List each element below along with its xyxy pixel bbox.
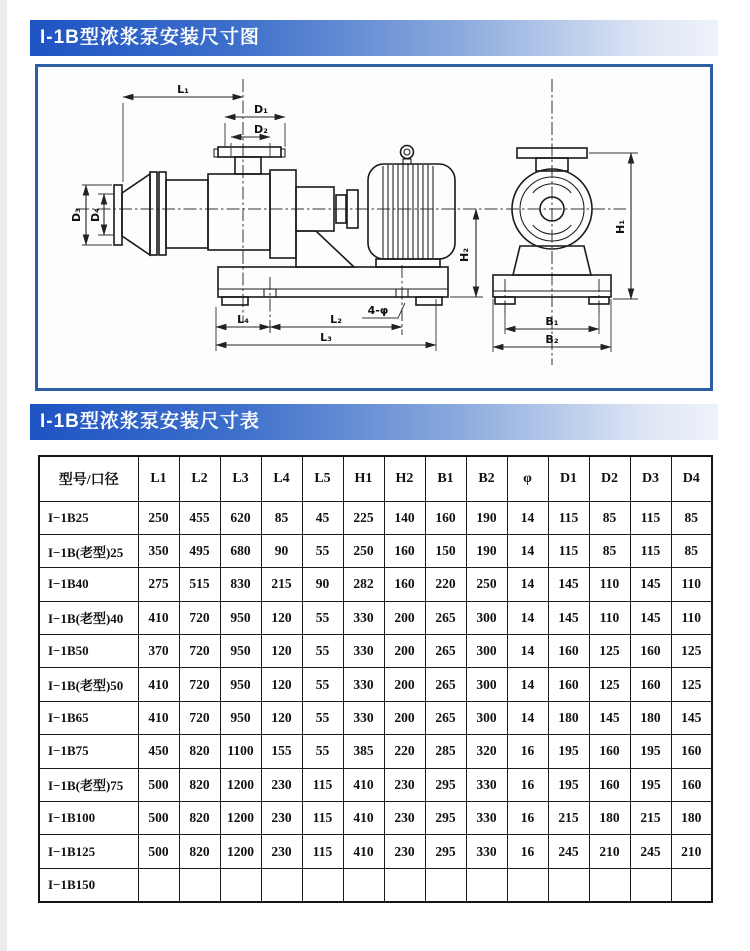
value-cell: 110 [589,601,630,634]
value-cell: 410 [343,768,384,801]
lifting-eye-icon [401,146,414,159]
value-cell: 410 [343,802,384,835]
value-cell: 85 [589,534,630,567]
table-head [39,456,712,501]
value-cell: 14 [507,668,548,701]
value-cell: 110 [589,568,630,601]
value-cell: 210 [589,835,630,868]
value-cell: 180 [671,802,712,835]
value-cell: 230 [261,802,302,835]
pump-drawing-svg [38,67,710,388]
value-cell: 330 [466,802,507,835]
value-cell: 190 [466,501,507,534]
value-cell: 230 [384,835,425,868]
value-cell: 16 [507,835,548,868]
value-cell: 14 [507,534,548,567]
dim-label-b1: B₁ [545,315,559,328]
page-left-margin [0,0,7,951]
value-cell: 950 [220,601,261,634]
value-cell: 250 [343,534,384,567]
dim-label-d2: D₂ [254,123,268,136]
column-header: L4 [261,456,302,501]
table-body [39,501,712,902]
table-row [39,701,712,734]
column-header: L5 [302,456,343,501]
value-cell [179,868,220,901]
value-cell: 14 [507,701,548,734]
value-cell: 145 [548,568,589,601]
value-cell: 55 [302,534,343,567]
value-cell: 160 [630,635,671,668]
value-cell: 120 [261,601,302,634]
value-cell: 125 [589,668,630,701]
dimension-table [38,455,713,903]
value-cell: 160 [630,668,671,701]
value-cell: 720 [179,635,220,668]
value-cell: 120 [261,668,302,701]
section-title-table: I-1B型浓浆泵安装尺寸表 [30,404,718,440]
value-cell [630,868,671,901]
value-cell: 45 [302,501,343,534]
value-cell: 160 [425,501,466,534]
value-cell: 330 [343,701,384,734]
value-cell: 950 [220,668,261,701]
value-cell: 115 [302,835,343,868]
value-cell: 160 [589,768,630,801]
value-cell: 125 [671,668,712,701]
value-cell: 720 [179,701,220,734]
value-cell: 55 [302,635,343,668]
value-cell: 16 [507,802,548,835]
value-cell: 250 [466,568,507,601]
value-cell: 495 [179,534,220,567]
value-cell: 1200 [220,835,261,868]
value-cell: 230 [261,835,302,868]
dim-label-h1: H₁ [614,219,627,235]
value-cell [220,868,261,901]
value-cell: 330 [343,601,384,634]
value-cell: 720 [179,601,220,634]
value-cell: 145 [671,701,712,734]
value-cell: 300 [466,668,507,701]
value-cell: 820 [179,835,220,868]
value-cell: 195 [630,735,671,768]
value-cell: 125 [671,635,712,668]
value-cell: 330 [466,835,507,868]
value-cell: 220 [384,735,425,768]
value-cell: 225 [343,501,384,534]
value-cell [466,868,507,901]
value-cell: 140 [384,501,425,534]
value-cell: 85 [671,534,712,567]
value-cell: 265 [425,701,466,734]
value-cell: 230 [261,768,302,801]
value-cell: 14 [507,501,548,534]
column-header: φ [507,456,548,501]
value-cell: 125 [589,635,630,668]
model-cell: I−1B25 [39,501,138,534]
value-cell [384,868,425,901]
value-cell: 215 [630,802,671,835]
model-cell: I−1B65 [39,701,138,734]
value-cell: 145 [630,601,671,634]
value-cell: 115 [302,802,343,835]
value-cell: 330 [343,668,384,701]
value-cell: 160 [671,768,712,801]
value-cell: 245 [630,835,671,868]
table-row [39,668,712,701]
value-cell: 14 [507,635,548,668]
value-cell [671,868,712,901]
value-cell: 180 [548,701,589,734]
pump-side-view [114,147,358,267]
dim-label-l3: L₃ [320,331,332,344]
value-cell: 265 [425,668,466,701]
value-cell: 500 [138,835,179,868]
value-cell: 350 [138,534,179,567]
dim-label-l2: L₂ [330,313,342,326]
value-cell: 110 [671,601,712,634]
column-header: D1 [548,456,589,501]
value-cell: 230 [384,802,425,835]
value-cell: 14 [507,601,548,634]
value-cell: 55 [302,668,343,701]
value-cell: 195 [630,768,671,801]
table-row [39,501,712,534]
value-cell: 90 [302,568,343,601]
value-cell: 330 [343,635,384,668]
value-cell: 500 [138,768,179,801]
value-cell: 160 [548,635,589,668]
value-cell: 220 [425,568,466,601]
value-cell: 55 [302,701,343,734]
table-row [39,735,712,768]
value-cell: 85 [671,501,712,534]
value-cell: 820 [179,735,220,768]
table-row [39,635,712,668]
pump-dimension-diagram [35,64,713,391]
column-header: L2 [179,456,220,501]
value-cell: 150 [425,534,466,567]
value-cell: 300 [466,601,507,634]
column-header: L3 [220,456,261,501]
dim-label-h2: H₂ [458,247,471,263]
value-cell: 145 [589,701,630,734]
model-cell: I−1B75 [39,735,138,768]
value-cell: 190 [466,534,507,567]
value-cell: 85 [589,501,630,534]
column-header: H1 [343,456,384,501]
value-cell: 282 [343,568,384,601]
value-cell: 265 [425,635,466,668]
value-cell: 120 [261,701,302,734]
value-cell: 180 [630,701,671,734]
column-header: B2 [466,456,507,501]
value-cell: 1200 [220,768,261,801]
value-cell: 295 [425,835,466,868]
value-cell: 115 [548,534,589,567]
value-cell: 410 [138,668,179,701]
value-cell: 110 [671,568,712,601]
value-cell [138,868,179,901]
value-cell: 55 [302,601,343,634]
column-header: H2 [384,456,425,501]
value-cell: 300 [466,701,507,734]
value-cell: 200 [384,668,425,701]
value-cell: 160 [384,568,425,601]
section-title-diagram: I-1B型浓浆泵安装尺寸图 [30,20,718,56]
value-cell: 90 [261,534,302,567]
value-cell: 14 [507,568,548,601]
value-cell: 620 [220,501,261,534]
value-cell: 200 [384,601,425,634]
dim-label-bolt-holes: 4-φ [367,304,389,317]
value-cell [425,868,466,901]
value-cell: 370 [138,635,179,668]
value-cell: 500 [138,802,179,835]
value-cell: 450 [138,735,179,768]
table-row [39,802,712,835]
value-cell: 950 [220,635,261,668]
value-cell: 320 [466,735,507,768]
value-cell: 245 [548,835,589,868]
value-cell: 85 [261,501,302,534]
value-cell: 680 [220,534,261,567]
value-cell: 300 [466,635,507,668]
value-cell: 330 [466,768,507,801]
model-cell: I−1B(老型)75 [39,768,138,801]
column-header: D3 [630,456,671,501]
value-cell: 160 [548,668,589,701]
value-cell: 1100 [220,735,261,768]
table-row [39,868,712,901]
model-cell: I−1B40 [39,568,138,601]
value-cell [548,868,589,901]
value-cell: 250 [138,501,179,534]
model-cell: I−1B(老型)40 [39,601,138,634]
value-cell: 230 [384,768,425,801]
dim-label-d1: D₁ [254,103,268,116]
table-row [39,534,712,567]
value-cell: 195 [548,735,589,768]
value-cell: 195 [548,768,589,801]
value-cell: 200 [384,701,425,734]
value-cell: 160 [671,735,712,768]
dim-label-l4: L₄ [237,313,249,326]
motor-side-view [368,146,455,268]
value-cell: 115 [630,501,671,534]
model-cell: I−1B100 [39,802,138,835]
value-cell: 160 [589,735,630,768]
value-cell: 295 [425,768,466,801]
value-cell [507,868,548,901]
model-cell: I−1B(老型)25 [39,534,138,567]
table-row [39,768,712,801]
column-header: B1 [425,456,466,501]
value-cell: 720 [179,668,220,701]
value-cell: 285 [425,735,466,768]
value-cell: 16 [507,735,548,768]
value-cell: 1200 [220,802,261,835]
model-cell: I−1B50 [39,635,138,668]
value-cell [589,868,630,901]
value-cell: 410 [343,835,384,868]
column-header: L1 [138,456,179,501]
table-row [39,568,712,601]
value-cell: 820 [179,768,220,801]
value-cell: 145 [548,601,589,634]
value-cell [261,868,302,901]
table-row [39,601,712,634]
value-cell [302,868,343,901]
value-cell: 515 [179,568,220,601]
value-cell: 950 [220,701,261,734]
model-cell: I−1B125 [39,835,138,868]
value-cell: 455 [179,501,220,534]
base-plate [218,267,448,305]
dimension-labels [70,83,627,346]
value-cell: 215 [261,568,302,601]
value-cell: 120 [261,635,302,668]
value-cell: 115 [630,534,671,567]
value-cell: 115 [548,501,589,534]
dim-label-b2: B₂ [545,333,559,346]
value-cell: 155 [261,735,302,768]
dim-label-l1: L₁ [177,83,189,96]
value-cell: 200 [384,635,425,668]
value-cell: 55 [302,735,343,768]
value-cell: 215 [548,802,589,835]
value-cell: 16 [507,768,548,801]
value-cell: 180 [589,802,630,835]
value-cell: 410 [138,601,179,634]
column-header: D2 [589,456,630,501]
dim-label-d4: D₄ [89,208,102,222]
column-header: D4 [671,456,712,501]
dim-label-d3: D₃ [70,208,83,222]
value-cell: 830 [220,568,261,601]
value-cell: 295 [425,802,466,835]
value-cell: 115 [302,768,343,801]
value-cell [343,868,384,901]
column-header: 型号/口径 [39,456,138,501]
value-cell: 275 [138,568,179,601]
model-cell: I−1B(老型)50 [39,668,138,701]
value-cell: 210 [671,835,712,868]
value-cell: 385 [343,735,384,768]
value-cell: 160 [384,534,425,567]
header-row [39,456,712,501]
value-cell: 820 [179,802,220,835]
table-row [39,835,712,868]
value-cell: 410 [138,701,179,734]
model-cell: I−1B150 [39,868,138,901]
value-cell: 265 [425,601,466,634]
value-cell: 145 [630,568,671,601]
